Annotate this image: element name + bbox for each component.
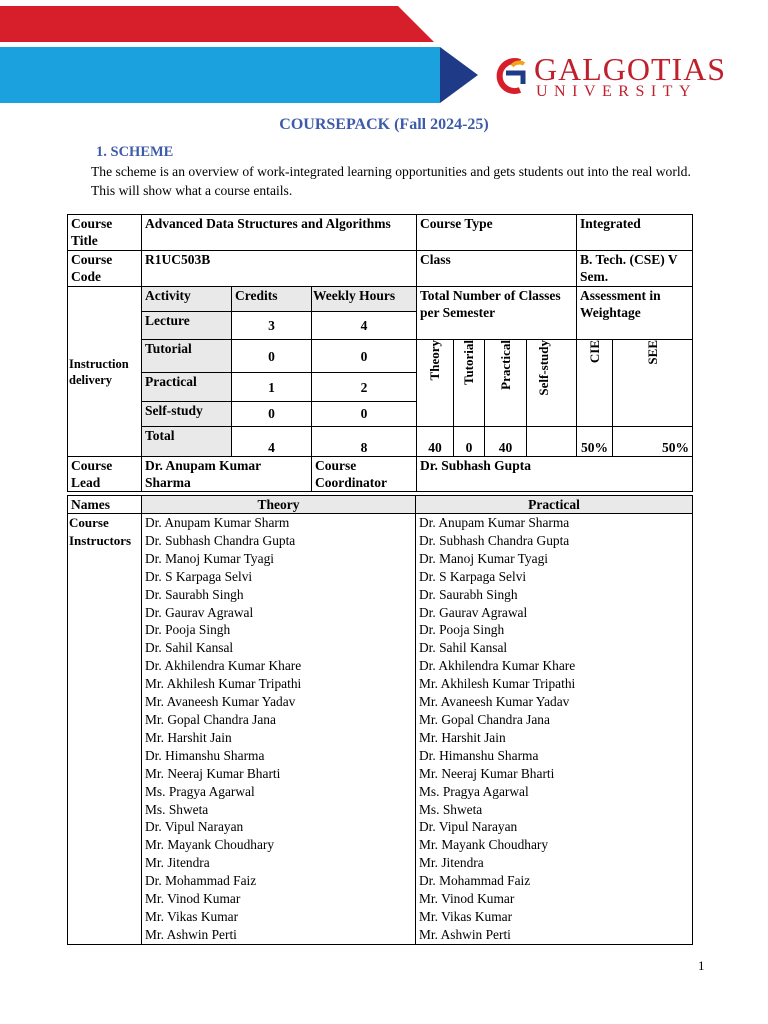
instructor-name: Dr. Subhash Chandra Gupta	[419, 532, 570, 548]
instructor-name: Dr. S Karpaga Selvi	[419, 568, 527, 584]
class-type-tutorial: Tutorial	[454, 340, 485, 427]
instructor-name: Dr. Anupam Kumar Sharm	[145, 515, 290, 530]
class-type-theory: Theory	[417, 340, 454, 427]
course-coordinator-label: Course Coordinator	[312, 457, 417, 492]
course-code-value: R1UC503B	[142, 251, 417, 287]
instructor-name: Dr. Akhilendra Kumar Khare	[419, 658, 576, 674]
total-self-study-classes	[527, 427, 577, 457]
course-title-value: Advanced Data Structures and Algorithms	[142, 215, 417, 251]
instruction-header-row	[68, 287, 693, 312]
course-type-label: Course Type	[417, 215, 577, 251]
instructor-name: Dr. Manoj Kumar Tyagi	[145, 550, 274, 566]
instructor-name: Dr. Anupam Kumar Sharma	[419, 515, 570, 530]
practical-instructors-list	[416, 514, 693, 945]
activity-hours: 0	[312, 401, 417, 426]
instructor-name: Dr. S Karpaga Selvi	[145, 568, 253, 584]
course-scheme-table	[67, 214, 693, 492]
instructor-name: Ms. Shweta	[145, 801, 209, 817]
course-lead-value: Dr. Anupam Kumar Sharma	[142, 457, 312, 492]
instructor-name: Dr. Mohammad Faiz	[145, 873, 257, 889]
activity-hours: 2	[312, 373, 417, 401]
instructor-name: Ms. Pragya Agarwal	[419, 783, 529, 799]
instructor-name: Dr. Mohammad Faiz	[419, 873, 531, 889]
instructor-name: Mr. Gopal Chandra Jana	[419, 711, 550, 727]
class-type-self-study: Self-study	[527, 340, 577, 427]
instructor-name: Mr. Vikas Kumar	[145, 908, 239, 924]
course-instructors-table	[67, 495, 693, 945]
activity-row-tutorial	[68, 340, 693, 373]
instructor-name: Dr. Akhilendra Kumar Khare	[145, 658, 302, 674]
class-type-practical: Practical	[485, 340, 527, 427]
course-lead-row	[68, 457, 693, 492]
credits-header: Credits	[232, 287, 312, 312]
instruction-delivery-label: Instruction delivery	[68, 287, 142, 457]
university-logo-wordmark	[534, 53, 726, 101]
activity-name: Tutorial	[142, 340, 232, 373]
instructor-name: Dr. Saurabh Singh	[145, 586, 244, 602]
activity-header: Activity	[142, 287, 232, 312]
red-banner-stripe	[0, 6, 434, 42]
course-coordinator-value: Dr. Subhash Gupta	[417, 457, 693, 492]
page-number: 1	[698, 958, 705, 973]
instructor-name: Ms. Pragya Agarwal	[145, 783, 255, 799]
instructor-name: Mr. Jitendra	[145, 855, 210, 871]
navy-arrow-shape	[440, 47, 478, 103]
activity-credits: 4	[232, 427, 312, 457]
instructor-name: Dr. Himanshu Sharma	[419, 747, 539, 763]
theory-instructors-container	[145, 514, 412, 944]
course-title-row	[68, 215, 693, 251]
instructor-name: Mr. Akhilesh Kumar Tripathi	[419, 676, 576, 692]
instructor-name: Dr. Pooja Singh	[145, 622, 231, 638]
theory-instructors-list	[142, 514, 416, 945]
course-lead-label: Course Lead	[68, 457, 142, 492]
course-code-row	[68, 251, 693, 287]
instructor-name: Dr. Pooja Singh	[419, 622, 505, 638]
assessment-header: Assessment in Weightage	[577, 287, 693, 340]
instructor-name: Mr. Jitendra	[419, 855, 484, 871]
instructor-name: Mr. Neeraj Kumar Bharti	[419, 765, 555, 781]
theory-instructors-header: Theory	[142, 496, 416, 514]
weekly-hours-header: Weekly Hours	[312, 287, 417, 312]
instructor-name: Mr. Vinod Kumar	[145, 891, 241, 907]
instructor-name: Mr. Mayank Choudhary	[419, 837, 549, 853]
course-instructors-label: Course Instructors	[68, 514, 142, 945]
instructor-name: Mr. Vinod Kumar	[419, 891, 515, 907]
activity-name: Lecture	[142, 312, 232, 340]
instructors-header-row	[68, 496, 693, 514]
activity-credits: 3	[232, 312, 312, 340]
activity-credits: 0	[232, 340, 312, 373]
activity-name: Practical	[142, 373, 232, 401]
instructor-name: Dr. Sahil Kansal	[145, 640, 234, 656]
practical-instructors-container	[419, 514, 689, 944]
activity-hours: 8	[312, 427, 417, 457]
assessment-type-cie: CIE	[577, 340, 613, 427]
instructors-list-row	[68, 514, 693, 945]
instructor-name: Mr. Avaneesh Kumar Yadav	[145, 694, 296, 710]
total-tutorial-classes: 0	[454, 427, 485, 457]
instructor-name: Mr. Harshit Jain	[145, 729, 232, 745]
instructor-name: Dr. Manoj Kumar Tyagi	[419, 550, 548, 566]
activity-hours: 4	[312, 312, 417, 340]
course-type-value: Integrated	[577, 215, 693, 251]
class-label: Class	[417, 251, 577, 287]
practical-instructors-header: Practical	[416, 496, 693, 514]
instructor-name: Mr. Ashwin Perti	[419, 926, 511, 942]
total-practical-classes: 40	[485, 427, 527, 457]
instructor-name: Mr. Avaneesh Kumar Yadav	[419, 694, 570, 710]
section-heading: 1. SCHEME	[96, 144, 174, 160]
instructor-name: Mr. Ashwin Perti	[145, 926, 237, 942]
logo-wordmark-line1: GALGOTIAS	[534, 51, 727, 87]
total-classes-header: Total Number of Classes per Semester	[417, 287, 577, 340]
activity-row-total	[68, 427, 693, 457]
instructor-name: Mr. Gopal Chandra Jana	[145, 711, 276, 727]
activity-name: Total	[142, 427, 232, 457]
document-title: COURSEPACK (Fall 2024-25)	[279, 116, 489, 133]
logo-wordmark-line2: UNIVERSITY	[536, 83, 697, 100]
activity-credits: 1	[232, 373, 312, 401]
blue-banner-stripe	[0, 47, 440, 103]
instructor-name: Dr. Sahil Kansal	[419, 640, 508, 656]
instructor-name: Dr. Vipul Narayan	[419, 819, 518, 835]
instructor-name: Ms. Shweta	[419, 801, 483, 817]
instructor-name: Dr. Gaurav Agrawal	[145, 604, 254, 620]
activity-hours: 0	[312, 340, 417, 373]
instructor-name: Mr. Mayank Choudhary	[145, 837, 275, 853]
galgotias-logo-icon	[500, 61, 524, 91]
instructor-name: Dr. Saurabh Singh	[419, 586, 518, 602]
instructor-name: Dr. Vipul Narayan	[145, 819, 244, 835]
instructor-name: Mr. Akhilesh Kumar Tripathi	[145, 676, 302, 692]
assessment-type-see: SEE	[613, 340, 693, 427]
see-weightage: 50%	[613, 427, 693, 457]
activity-name: Self-study	[142, 401, 232, 426]
instructor-name: Mr. Neeraj Kumar Bharti	[145, 765, 281, 781]
instructor-name: Dr. Himanshu Sharma	[145, 747, 265, 763]
instructor-name: Dr. Subhash Chandra Gupta	[145, 532, 296, 548]
instructor-name: Dr. Gaurav Agrawal	[419, 604, 528, 620]
cie-weightage: 50%	[577, 427, 613, 457]
names-label: Names	[68, 496, 142, 514]
activity-credits: 0	[232, 401, 312, 426]
instructor-name: Mr. Harshit Jain	[419, 729, 506, 745]
total-theory-classes: 40	[417, 427, 454, 457]
section-intro-text: The scheme is an overview of work-integrated learning opportunities and gets students out into the real world. This will show what a course entails.	[91, 164, 691, 198]
instructor-name: Mr. Vikas Kumar	[419, 908, 513, 924]
class-value: B. Tech. (CSE) V Sem.	[577, 251, 693, 287]
course-code-label: Course Code	[68, 251, 142, 287]
course-title-label: Course Title	[68, 215, 142, 251]
